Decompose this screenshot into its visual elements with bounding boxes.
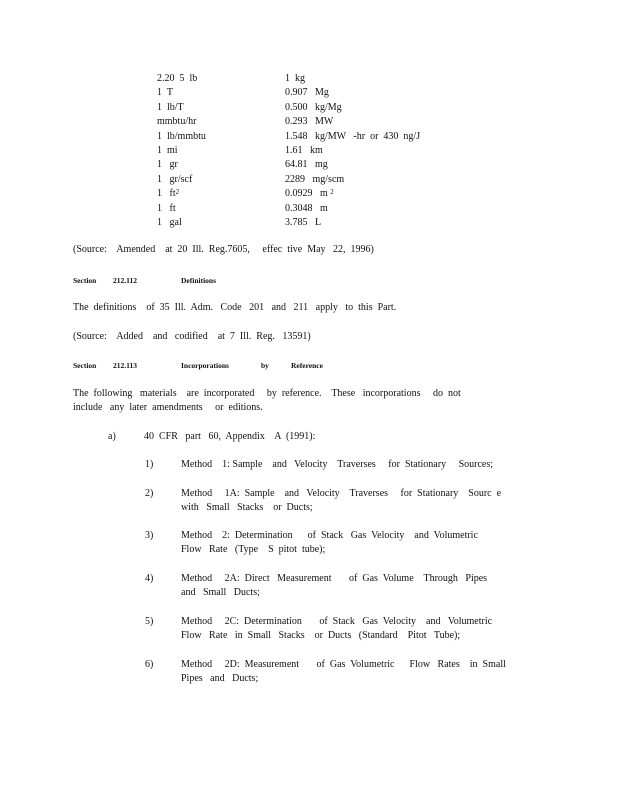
conversion-row bbox=[157, 72, 420, 86]
conversion-from-cell bbox=[157, 173, 285, 187]
conversion-to: 0.500 kg/Mg bbox=[285, 101, 342, 113]
conversion-row bbox=[157, 144, 420, 158]
conversion-to: 3.785 L bbox=[285, 216, 322, 228]
conversion-to-cell bbox=[285, 202, 328, 216]
method-text: Pipes and Ducts; bbox=[181, 673, 259, 684]
conversion-from-cell bbox=[157, 72, 285, 86]
conversion-row bbox=[157, 187, 420, 201]
section-number: 212.112 bbox=[113, 276, 137, 285]
conversion-from: 1 lb/mmbtu bbox=[157, 130, 206, 142]
conversion-to-cell bbox=[285, 173, 344, 187]
conversion-to: 0.0929 m bbox=[285, 188, 328, 200]
method-text: Method 2C: Determination of Stack Gas Velocity and Volumetric bbox=[181, 616, 493, 627]
method-text: and Small Ducts; bbox=[181, 587, 260, 598]
conversion-from: 1 T bbox=[157, 87, 173, 99]
conversion-to: 2289 mg/scm bbox=[285, 173, 345, 185]
conversion-row bbox=[157, 130, 420, 144]
conversion-to-cell bbox=[285, 72, 305, 86]
section-label: Section bbox=[73, 276, 97, 285]
conversion-from: 2.20 5 lb bbox=[157, 73, 198, 84]
conversion-to-cell bbox=[285, 86, 329, 100]
conversion-from: 1 ft bbox=[157, 188, 176, 200]
conversion-from-cell bbox=[157, 187, 285, 201]
conversion-from-cell bbox=[157, 101, 285, 115]
item-a-text: 40 CFR part 60, Appendix A (1991): bbox=[144, 431, 316, 442]
conversion-to: 0.907 Mg bbox=[285, 87, 329, 99]
method-text: Method 2A: Direct Measurement of Gas Volume Through Pipes bbox=[181, 573, 488, 584]
method-text: Flow Rate (Type S pitot tube); bbox=[181, 544, 326, 555]
method-text: Method 2: Determination of Stack Gas Velocity and Volumetric bbox=[181, 530, 478, 541]
section-heading-212-112 bbox=[73, 276, 217, 286]
conversion-to: 0.293 MW bbox=[285, 116, 334, 128]
method-number: 3) bbox=[145, 530, 154, 541]
conversion-row bbox=[157, 173, 420, 187]
conversion-table bbox=[157, 72, 420, 230]
incorporations-paragraph-line-1: The following materials are incorporated by reference. These incorporations do not bbox=[73, 388, 461, 399]
section-label: Section bbox=[73, 361, 97, 370]
conversion-row bbox=[157, 216, 420, 230]
conversion-to: 1.61 km bbox=[285, 144, 323, 156]
method-text: with Small Stacks or Ducts; bbox=[181, 502, 313, 513]
conversion-row bbox=[157, 202, 420, 216]
section-title-word: by bbox=[261, 361, 269, 370]
conversion-row bbox=[157, 158, 420, 172]
conversion-to-cell bbox=[285, 158, 328, 172]
source-note-1: (Source: Amended at 20 Ill. Reg.7605, effec tive May 22, 1996) bbox=[73, 244, 374, 255]
conversion-to: 64.81 mg bbox=[285, 159, 328, 171]
conversion-row bbox=[157, 101, 420, 115]
conversion-to: 0.3048 m bbox=[285, 202, 328, 214]
method-text: Method 1A: Sample and Velocity Traverses for Stationary Sourc e bbox=[181, 488, 502, 499]
conversion-from-cell bbox=[157, 130, 285, 144]
section-title: Incorporations bbox=[181, 361, 229, 370]
method-number: 2) bbox=[145, 488, 154, 499]
method-number: 6) bbox=[145, 659, 154, 670]
source-note-2: (Source: Added and codified at 7 Ill. Reg. 13591) bbox=[73, 331, 311, 342]
superscript: 2 bbox=[330, 188, 334, 197]
conversion-from: 1 gr/scf bbox=[157, 173, 193, 185]
method-text: Flow Rate in Small Stacks or Ducts (Standard Pitot Tube); bbox=[181, 630, 461, 641]
conversion-to-cell bbox=[285, 187, 334, 201]
superscript: 2 bbox=[175, 188, 180, 197]
conversion-to-cell bbox=[285, 101, 342, 115]
conversion-to: 1 kg bbox=[285, 73, 305, 84]
conversion-from: mmbtu/hr bbox=[157, 116, 197, 128]
conversion-from: 1 gr bbox=[157, 159, 178, 171]
conversion-from: 1 ft bbox=[157, 202, 176, 214]
method-text: Method 1: Sample and Velocity Traverses for Stationary Sources; bbox=[181, 459, 494, 470]
method-number: 5) bbox=[145, 616, 154, 627]
section-heading-212-113 bbox=[73, 361, 323, 371]
conversion-from-cell bbox=[157, 216, 285, 230]
section-title: Definitions bbox=[181, 276, 217, 285]
conversion-row bbox=[157, 115, 420, 129]
item-a-label: a) bbox=[108, 431, 116, 442]
method-text: Method 2D: Measurement of Gas Volumetric Flow Rates in Small bbox=[181, 659, 506, 670]
section-number: 212.113 bbox=[113, 361, 137, 370]
conversion-from-cell bbox=[157, 158, 285, 172]
conversion-from-cell bbox=[157, 115, 285, 129]
conversion-row bbox=[157, 86, 420, 100]
method-number: 1) bbox=[145, 459, 154, 470]
conversion-to-cell bbox=[285, 115, 333, 129]
conversion-to-cell bbox=[285, 144, 323, 158]
conversion-to-cell bbox=[285, 130, 420, 144]
conversion-from-cell bbox=[157, 86, 285, 100]
section-title-word: Reference bbox=[291, 361, 323, 370]
conversion-to-cell bbox=[285, 216, 321, 230]
definitions-paragraph: The definitions of 35 Ill. Adm. Code 201 and 211 apply to this Part. bbox=[73, 302, 397, 313]
conversion-to: 1.548 kg/MW -hr or 430 ng/J bbox=[285, 130, 421, 142]
conversion-from: 1 lb/T bbox=[157, 101, 184, 113]
conversion-from: 1 mi bbox=[157, 144, 178, 156]
conversion-from-cell bbox=[157, 144, 285, 158]
method-number: 4) bbox=[145, 573, 154, 584]
conversion-from: 1 gal bbox=[157, 216, 182, 228]
incorporations-paragraph-line-2: include any later amendments or editions. bbox=[73, 402, 263, 413]
conversion-from-cell bbox=[157, 202, 285, 216]
